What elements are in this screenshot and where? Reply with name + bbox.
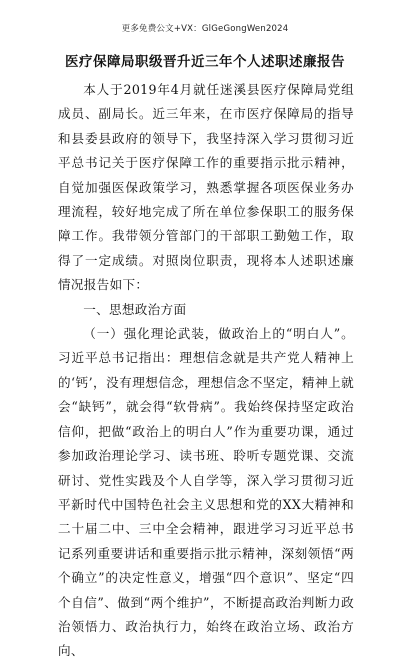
document-body bbox=[58, 78, 354, 664]
header-watermark: 更多免费公文+VX：GlGeGongWen2024 bbox=[121, 24, 289, 34]
subsection-paragraph: （一）强化理论武装，做政治上的“明白人”。习近平总书记指出：理想信念就是共产党人精神上的‘钙’，没有理想信念，理想信念不坚定，精神上就会“缺钙”，就会得“软骨病”。我始终保持坚定政治信仰，把做“政治上的明白人”作为重要功课，通过参加政治理论学习、读书班、聆听专题党课、交流研讨、党性实践及个人自学等，深入学习贯彻习近平新时代中国特色社会主义思想和党的XX大精神和二十届二中、三中全会精神，跟进学习习近平总书记系列重要讲话和重要指示批示精神，深刻领悟“两个确立”的决定性意义，增强“四个意识”、坚定“四个自信”、做到“两个维护”，不断提高政治判断力政治领悟力、政治执行力，始终在政治立场、政治方向、 bbox=[58, 326, 354, 659]
document-title: 医疗保障局职级晋升近三年个人述职述廉报告 bbox=[65, 54, 345, 70]
section-heading: 一、思想政治方面 bbox=[83, 301, 187, 317]
intro-paragraph: 本人于2019年4月就任迷溪县医疗保障局党组成员、副局长。近三年来，在市医疗保障局的指导和县委县政府的领导下，我坚持深入学习贯彻习近平总书记关于医疗保障工作的重要指示批示精神，自觉加强医保政策学习，熟悉掌握各项医保业务办理流程，较好地完成了所在单位参保职工的服务保障工作。我带领分管部门的干部职工勤勉工作，取得了一定成绩。对照岗位职责，现将本人述职述廉情况报告如下： bbox=[58, 82, 354, 293]
